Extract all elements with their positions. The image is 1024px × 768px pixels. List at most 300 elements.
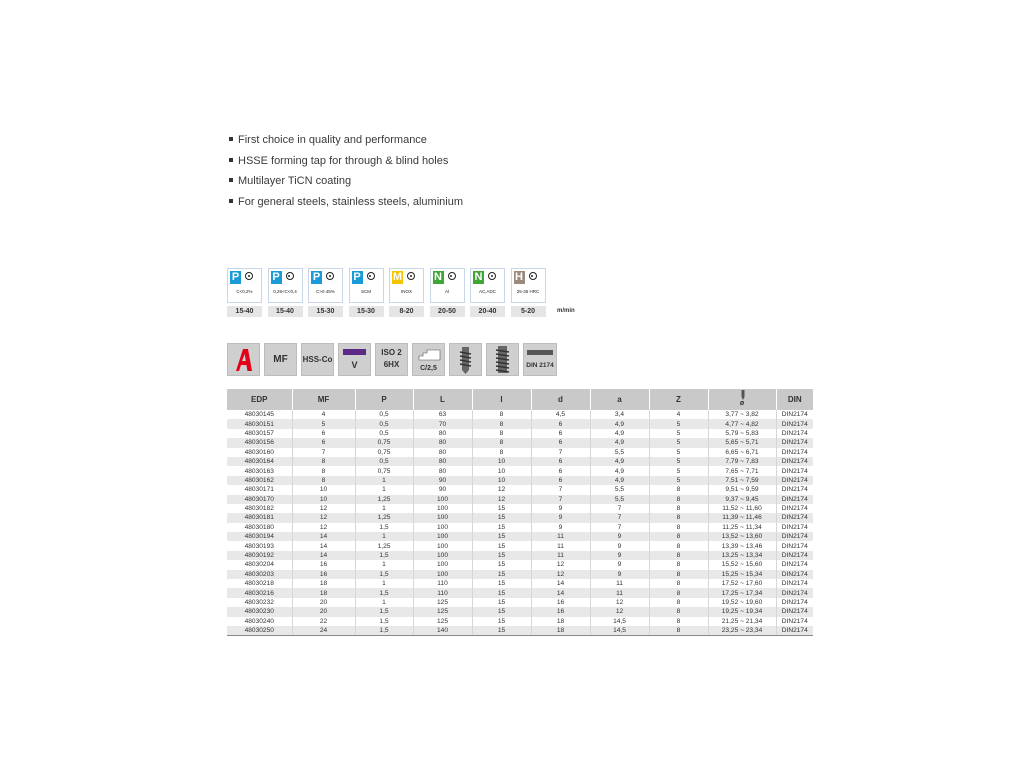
- material-box: [511, 268, 546, 303]
- coating-bar: [343, 349, 366, 355]
- cell-diameter: 19,52 ~ 19,60: [708, 598, 776, 607]
- forming-tap-through-icon: [449, 343, 482, 376]
- material-badge: [227, 268, 262, 317]
- cell-edp: 48030163: [227, 466, 292, 475]
- cutting-speed: 15-40: [227, 306, 262, 317]
- cell-din: DIN2174: [781, 523, 808, 531]
- cell-l: 100: [413, 570, 472, 579]
- cell-edp: 48030170: [227, 495, 292, 504]
- bullet-square-icon: [229, 199, 233, 203]
- cell-d: 14: [531, 588, 590, 597]
- cell-din: DIN2174: [781, 467, 808, 475]
- cell-diameter: 5,79 ~ 5,83: [708, 429, 776, 438]
- cell-diameter: 9,51 ~ 9,59: [708, 485, 776, 494]
- suitability-dot-icon: [488, 272, 496, 280]
- suitability-dot-icon: [407, 272, 415, 280]
- cell-d: 18: [531, 626, 590, 636]
- cell-a: 9: [590, 532, 649, 541]
- cell-l: 80: [413, 438, 472, 447]
- table-row: [227, 579, 813, 588]
- material-box: [349, 268, 384, 303]
- cell-l-small: 12: [472, 495, 531, 504]
- cell-l-small: 15: [472, 607, 531, 616]
- cell-mf: 8: [292, 476, 355, 485]
- cell-a: 5,5: [590, 495, 649, 504]
- cell-diameter: 13,52 ~ 13,60: [708, 532, 776, 541]
- cell-l-small: 8: [472, 438, 531, 447]
- drill-icon: [738, 390, 748, 400]
- table-row: [227, 588, 813, 597]
- cell-l: 90: [413, 476, 472, 485]
- feature-list: [229, 133, 463, 215]
- cell-z: 8: [649, 495, 708, 504]
- cell-din: DIN2174: [776, 532, 813, 541]
- cell-p: 0,5: [355, 419, 413, 428]
- cell-edp: 48030181: [227, 513, 292, 522]
- cell-diameter: 7,51 ~ 7,59: [708, 476, 776, 485]
- cell-mf: 6: [292, 438, 355, 447]
- cell-a: 14,5: [590, 617, 649, 626]
- cell-p: 0,75: [355, 438, 413, 447]
- table-row: [227, 476, 813, 485]
- cell-mf: 20: [292, 598, 355, 607]
- material-letter: H: [515, 271, 523, 283]
- cell-diameter: 15,25 ~ 15,34: [708, 570, 776, 579]
- cell-l-small: 10: [472, 457, 531, 466]
- cell-d: 16: [531, 598, 590, 607]
- cell-l: 110: [413, 579, 472, 588]
- cell-d: 11: [531, 532, 590, 541]
- material-subtext: C<0,2%: [236, 289, 253, 294]
- cell-d: 7: [531, 495, 590, 504]
- cell-mf: 18: [292, 588, 355, 597]
- cell-edp: 48030204: [227, 560, 292, 569]
- suitability-dot-icon: [245, 272, 253, 280]
- material-badges: [227, 268, 607, 320]
- material-letter: P: [353, 271, 361, 283]
- cell-l-small: 10: [472, 476, 531, 485]
- cell-z: 8: [649, 598, 708, 607]
- table-row: [227, 541, 813, 550]
- cell-din: DIN2174: [776, 419, 813, 428]
- cell-p: 1: [355, 476, 413, 485]
- table-row: [227, 438, 813, 447]
- table-row: [227, 485, 813, 494]
- cell-z: 8: [649, 523, 708, 532]
- cell-din: DIN2174: [781, 599, 808, 606]
- material-letter: M: [392, 271, 403, 283]
- cell-d: 4,5: [531, 410, 590, 419]
- table-row: [227, 532, 813, 541]
- cutting-speed: 15-30: [349, 306, 384, 317]
- cell-diameter: 13,39 ~ 13,46: [708, 541, 776, 550]
- cell-l: 100: [413, 532, 472, 541]
- cell-mf: 24: [292, 626, 355, 636]
- col-din-header: DIN: [776, 389, 813, 410]
- feature-item: Multilayer TiCN coating: [229, 174, 463, 195]
- cell-d: 18: [531, 617, 590, 626]
- material-badge: [308, 268, 343, 317]
- cutting-speed: 20-50: [430, 306, 465, 317]
- table-row: [227, 457, 813, 466]
- material-box: [227, 268, 262, 303]
- cell-din: DIN2174: [776, 476, 813, 485]
- suitability-dot-icon: [326, 272, 334, 280]
- din-tap-graphic: [527, 350, 553, 355]
- cell-diameter: 11,39 ~ 11,46: [708, 513, 776, 522]
- cell-mf: 8: [292, 466, 355, 475]
- cell-l: 100: [413, 551, 472, 560]
- cell-diameter: 11,52 ~ 11,60: [708, 504, 776, 513]
- tool-spec-icons: [227, 343, 597, 377]
- table-row: [227, 523, 813, 532]
- cell-edp: 48030151: [227, 419, 292, 428]
- cell-edp: 48030157: [227, 429, 292, 438]
- cell-z: 8: [649, 579, 708, 588]
- cell-din: DIN2174: [781, 561, 808, 569]
- cell-edp: 48030156: [227, 438, 292, 447]
- cell-d: 11: [531, 541, 590, 550]
- cell-z: 5: [649, 448, 708, 457]
- cell-z: 8: [649, 485, 708, 494]
- cell-p: 1: [355, 504, 413, 513]
- cell-din: DIN2174: [776, 588, 813, 597]
- iso-tolerance-icon: ISO 2 6HX: [375, 343, 408, 376]
- material-subtext: INOX: [400, 289, 412, 294]
- col-l-header: L: [413, 389, 472, 410]
- cutting-speed: 15-30: [308, 306, 343, 317]
- cell-l-small: 8: [472, 419, 531, 428]
- cell-l: 125: [413, 617, 472, 626]
- cell-din: DIN2174: [781, 448, 808, 456]
- cell-z: 5: [649, 457, 708, 466]
- cell-din: DIN2174: [781, 411, 808, 419]
- suitability-dot-icon: [529, 272, 537, 280]
- cell-diameter: 7,65 ~ 7,71: [708, 466, 776, 475]
- cell-diameter: 7,79 ~ 7,83: [708, 457, 776, 466]
- cell-l-small: 15: [472, 617, 531, 626]
- cell-p: 0,5: [355, 429, 413, 438]
- cell-l: 63: [413, 410, 472, 419]
- cell-z: 8: [649, 588, 708, 597]
- cell-d: 11: [531, 551, 590, 560]
- cell-l-small: 15: [472, 523, 531, 532]
- cell-l-small: 15: [472, 551, 531, 560]
- feature-item: First choice in quality and performance: [229, 133, 463, 154]
- bullet-square-icon: [229, 158, 233, 162]
- cutting-speed: 5-20: [511, 306, 546, 317]
- cell-mf: 12: [292, 523, 355, 532]
- cell-mf: 6: [292, 429, 355, 438]
- cell-l: 100: [413, 504, 472, 513]
- cell-p: 1: [355, 560, 413, 569]
- material-box: [470, 268, 505, 303]
- cell-mf: 16: [292, 560, 355, 569]
- material-box: [430, 268, 465, 303]
- cell-edp: 48030203: [227, 570, 292, 579]
- cell-l-small: 15: [472, 560, 531, 569]
- cell-diameter: 17,52 ~ 17,60: [708, 579, 776, 588]
- cell-d: 9: [531, 523, 590, 532]
- cell-din: DIN2174: [781, 505, 808, 513]
- speed-unit: m/min: [557, 308, 575, 314]
- cutting-speed: 8-20: [389, 306, 424, 317]
- cell-p: 0,5: [355, 457, 413, 466]
- cell-z: 5: [649, 476, 708, 485]
- cell-edp: 48030232: [227, 598, 292, 607]
- cell-diameter: 3,77 ~ 3,82: [708, 410, 776, 419]
- cell-din: DIN2174: [776, 570, 813, 579]
- material-letter: N: [434, 271, 442, 283]
- cell-z: 8: [649, 513, 708, 522]
- cell-d: 6: [531, 438, 590, 447]
- cell-d: 9: [531, 513, 590, 522]
- material-box: [308, 268, 343, 303]
- table-row: [227, 429, 813, 438]
- bullet-square-icon: [229, 178, 233, 182]
- cell-a: 9: [590, 570, 649, 579]
- cell-z: 8: [649, 551, 708, 560]
- cell-z: 8: [649, 607, 708, 616]
- material-subtext: 25-35 HRC: [516, 289, 540, 294]
- table-row: [227, 607, 813, 616]
- cell-p: 1,5: [355, 570, 413, 579]
- cell-l: 110: [413, 588, 472, 597]
- cell-d: 6: [531, 429, 590, 438]
- brand-a-icon: [227, 343, 260, 376]
- cell-mf: 7: [292, 448, 355, 457]
- cell-mf: 20: [292, 607, 355, 616]
- cell-diameter: 5,65 ~ 5,71: [708, 438, 776, 447]
- table-row: [227, 448, 813, 457]
- col-z-header: Z: [649, 389, 708, 410]
- cell-a: 14,5: [590, 626, 649, 636]
- cutting-speed: 15-40: [268, 306, 303, 317]
- cell-a: 9: [590, 541, 649, 550]
- cell-l-small: 15: [472, 513, 531, 522]
- cell-d: 12: [531, 560, 590, 569]
- cell-z: 8: [649, 570, 708, 579]
- cell-z: 4: [649, 410, 708, 419]
- cell-l-small: 15: [472, 579, 531, 588]
- cell-a: 5,5: [590, 485, 649, 494]
- material-letter: P: [231, 271, 240, 283]
- cell-edp: 48030240: [227, 617, 292, 626]
- cell-edp: 48030193: [227, 541, 292, 550]
- cell-edp: 48030194: [227, 532, 292, 541]
- cell-l: 100: [413, 495, 472, 504]
- cell-p: 1,25: [355, 513, 413, 522]
- cell-diameter: 13,25 ~ 13,34: [708, 551, 776, 560]
- product-table: [227, 389, 813, 636]
- cell-l: 70: [413, 419, 472, 428]
- feature-item: HSSE forming tap for through & blind holes: [229, 154, 463, 175]
- cell-din: DIN2174: [781, 617, 808, 625]
- table-row: [227, 410, 813, 419]
- cell-mf: 10: [292, 485, 355, 494]
- material-badge: [389, 268, 424, 317]
- cell-a: 7: [590, 504, 649, 513]
- feature-item: For general steels, stainless steels, aluminium: [229, 195, 463, 216]
- cell-l-small: 15: [472, 504, 531, 513]
- cell-din: DIN2174: [776, 626, 813, 636]
- suitability-dot-icon: [367, 272, 375, 280]
- cell-edp: 48030230: [227, 607, 292, 616]
- table-body: [227, 410, 813, 636]
- cell-l-small: 15: [472, 588, 531, 597]
- cell-a: 12: [590, 598, 649, 607]
- cell-p: 1,5: [355, 626, 413, 636]
- cell-diameter: 6,65 ~ 6,71: [708, 448, 776, 457]
- cell-edp: 48030164: [227, 457, 292, 466]
- cell-l: 125: [413, 598, 472, 607]
- material-box: [268, 268, 303, 303]
- table-row: [227, 598, 813, 607]
- cell-l-small: 15: [472, 541, 531, 550]
- cell-l-small: 8: [472, 410, 531, 419]
- cell-d: 7: [531, 448, 590, 457]
- cell-p: 1: [355, 579, 413, 588]
- cell-z: 8: [649, 560, 708, 569]
- cell-l: 80: [413, 429, 472, 438]
- material-letter: P: [312, 271, 321, 283]
- cell-l: 100: [413, 523, 472, 532]
- cell-l-small: 10: [472, 466, 531, 475]
- cell-p: 1,5: [355, 617, 413, 626]
- cell-l-small: 8: [472, 429, 531, 438]
- cell-edp: 48030180: [227, 523, 292, 532]
- cell-mf: 8: [292, 457, 355, 466]
- cell-edp: 48030250: [227, 626, 292, 636]
- cell-p: 1,25: [355, 495, 413, 504]
- cell-d: 6: [531, 419, 590, 428]
- cell-d: 14: [531, 579, 590, 588]
- cell-a: 4,9: [590, 476, 649, 485]
- cell-diameter: 21,25 ~ 21,34: [708, 617, 776, 626]
- cell-a: 11: [590, 579, 649, 588]
- cell-a: 7: [590, 523, 649, 532]
- table-row: [227, 570, 813, 579]
- col-d-header: d: [531, 389, 590, 410]
- suitability-dot-icon: [286, 272, 294, 280]
- cell-a: 5,5: [590, 448, 649, 457]
- table-row: [227, 495, 813, 504]
- table-row: [227, 419, 813, 428]
- cell-d: 7: [531, 485, 590, 494]
- cell-din: DIN2174: [781, 580, 808, 588]
- cell-l: 80: [413, 457, 472, 466]
- cell-l: 125: [413, 607, 472, 616]
- cell-p: 1,5: [355, 523, 413, 532]
- material-letter: P: [272, 271, 280, 283]
- cell-mf: 10: [292, 495, 355, 504]
- col-l-small-header: l: [472, 389, 531, 410]
- cell-l: 90: [413, 485, 472, 494]
- cell-a: 4,9: [590, 419, 649, 428]
- cell-d: 6: [531, 457, 590, 466]
- cell-din: DIN2174: [781, 429, 808, 437]
- col-diameter-header: ø: [708, 389, 776, 410]
- cell-din: DIN2174: [776, 513, 813, 522]
- coating-v-icon: V: [338, 343, 371, 376]
- cell-z: 8: [649, 541, 708, 550]
- cell-mf: 5: [292, 419, 355, 428]
- cell-din: DIN2174: [776, 438, 813, 447]
- forming-tap-blind-icon: [486, 343, 519, 376]
- col-mf-header: MF: [292, 389, 355, 410]
- cell-edp: 48030162: [227, 476, 292, 485]
- cell-mf: 14: [292, 551, 355, 560]
- cell-diameter: 19,25 ~ 19,34: [708, 607, 776, 616]
- cell-din: DIN2174: [776, 607, 813, 616]
- cell-z: 8: [649, 617, 708, 626]
- cell-p: 1,5: [355, 607, 413, 616]
- cell-z: 5: [649, 438, 708, 447]
- cell-mf: 14: [292, 532, 355, 541]
- cell-edp: 48030192: [227, 551, 292, 560]
- cell-edp: 48030160: [227, 448, 292, 457]
- material-subtext: AC,ADC: [478, 289, 496, 294]
- material-badge: [511, 268, 546, 317]
- hss-co-icon: HSS-Co: [301, 343, 334, 376]
- material-letter: N: [474, 271, 483, 283]
- mf-icon: MF: [264, 343, 297, 376]
- material-subtext: Al: [444, 289, 449, 294]
- cell-p: 1: [355, 598, 413, 607]
- cell-l-small: 15: [472, 598, 531, 607]
- cell-l-small: 15: [472, 532, 531, 541]
- cell-mf: 14: [292, 541, 355, 550]
- cell-diameter: 4,77 ~ 4,82: [708, 419, 776, 428]
- material-badge: [470, 268, 505, 317]
- chamfer-icon: C/2,5: [412, 343, 445, 376]
- cell-l-small: 8: [472, 448, 531, 457]
- material-subtext: C>0.45%: [316, 289, 335, 294]
- cell-p: 1,25: [355, 541, 413, 550]
- cell-z: 5: [649, 429, 708, 438]
- cell-a: 11: [590, 588, 649, 597]
- cell-d: 9: [531, 504, 590, 513]
- cell-diameter: 15,52 ~ 15,60: [708, 560, 776, 569]
- cell-p: 0,75: [355, 448, 413, 457]
- cell-l-small: 15: [472, 626, 531, 636]
- material-subtext: SCM: [361, 289, 371, 294]
- cell-z: 8: [649, 532, 708, 541]
- cell-din: DIN2174: [776, 495, 813, 504]
- table-row: [227, 504, 813, 513]
- table-row: [227, 551, 813, 560]
- cell-d: 12: [531, 570, 590, 579]
- cell-diameter: 11,25 ~ 11,34: [708, 523, 776, 532]
- cell-a: 12: [590, 607, 649, 616]
- material-box: [389, 268, 424, 303]
- din-2174-icon: DIN 2174: [523, 343, 557, 376]
- col-p-header: P: [355, 389, 413, 410]
- cell-z: 8: [649, 626, 708, 636]
- cell-l-small: 15: [472, 570, 531, 579]
- cell-diameter: 17,25 ~ 17,34: [708, 588, 776, 597]
- cell-d: 16: [531, 607, 590, 616]
- cell-diameter: 23,25 ~ 23,34: [708, 626, 776, 636]
- material-badge: [349, 268, 384, 317]
- cell-din: DIN2174: [776, 457, 813, 466]
- suitability-dot-icon: [448, 272, 456, 280]
- cell-diameter: 9,37 ~ 9,45: [708, 495, 776, 504]
- cell-a: 4,9: [590, 466, 649, 475]
- cell-edp: 48030216: [227, 588, 292, 597]
- cell-a: 9: [590, 560, 649, 569]
- cell-a: 4,9: [590, 438, 649, 447]
